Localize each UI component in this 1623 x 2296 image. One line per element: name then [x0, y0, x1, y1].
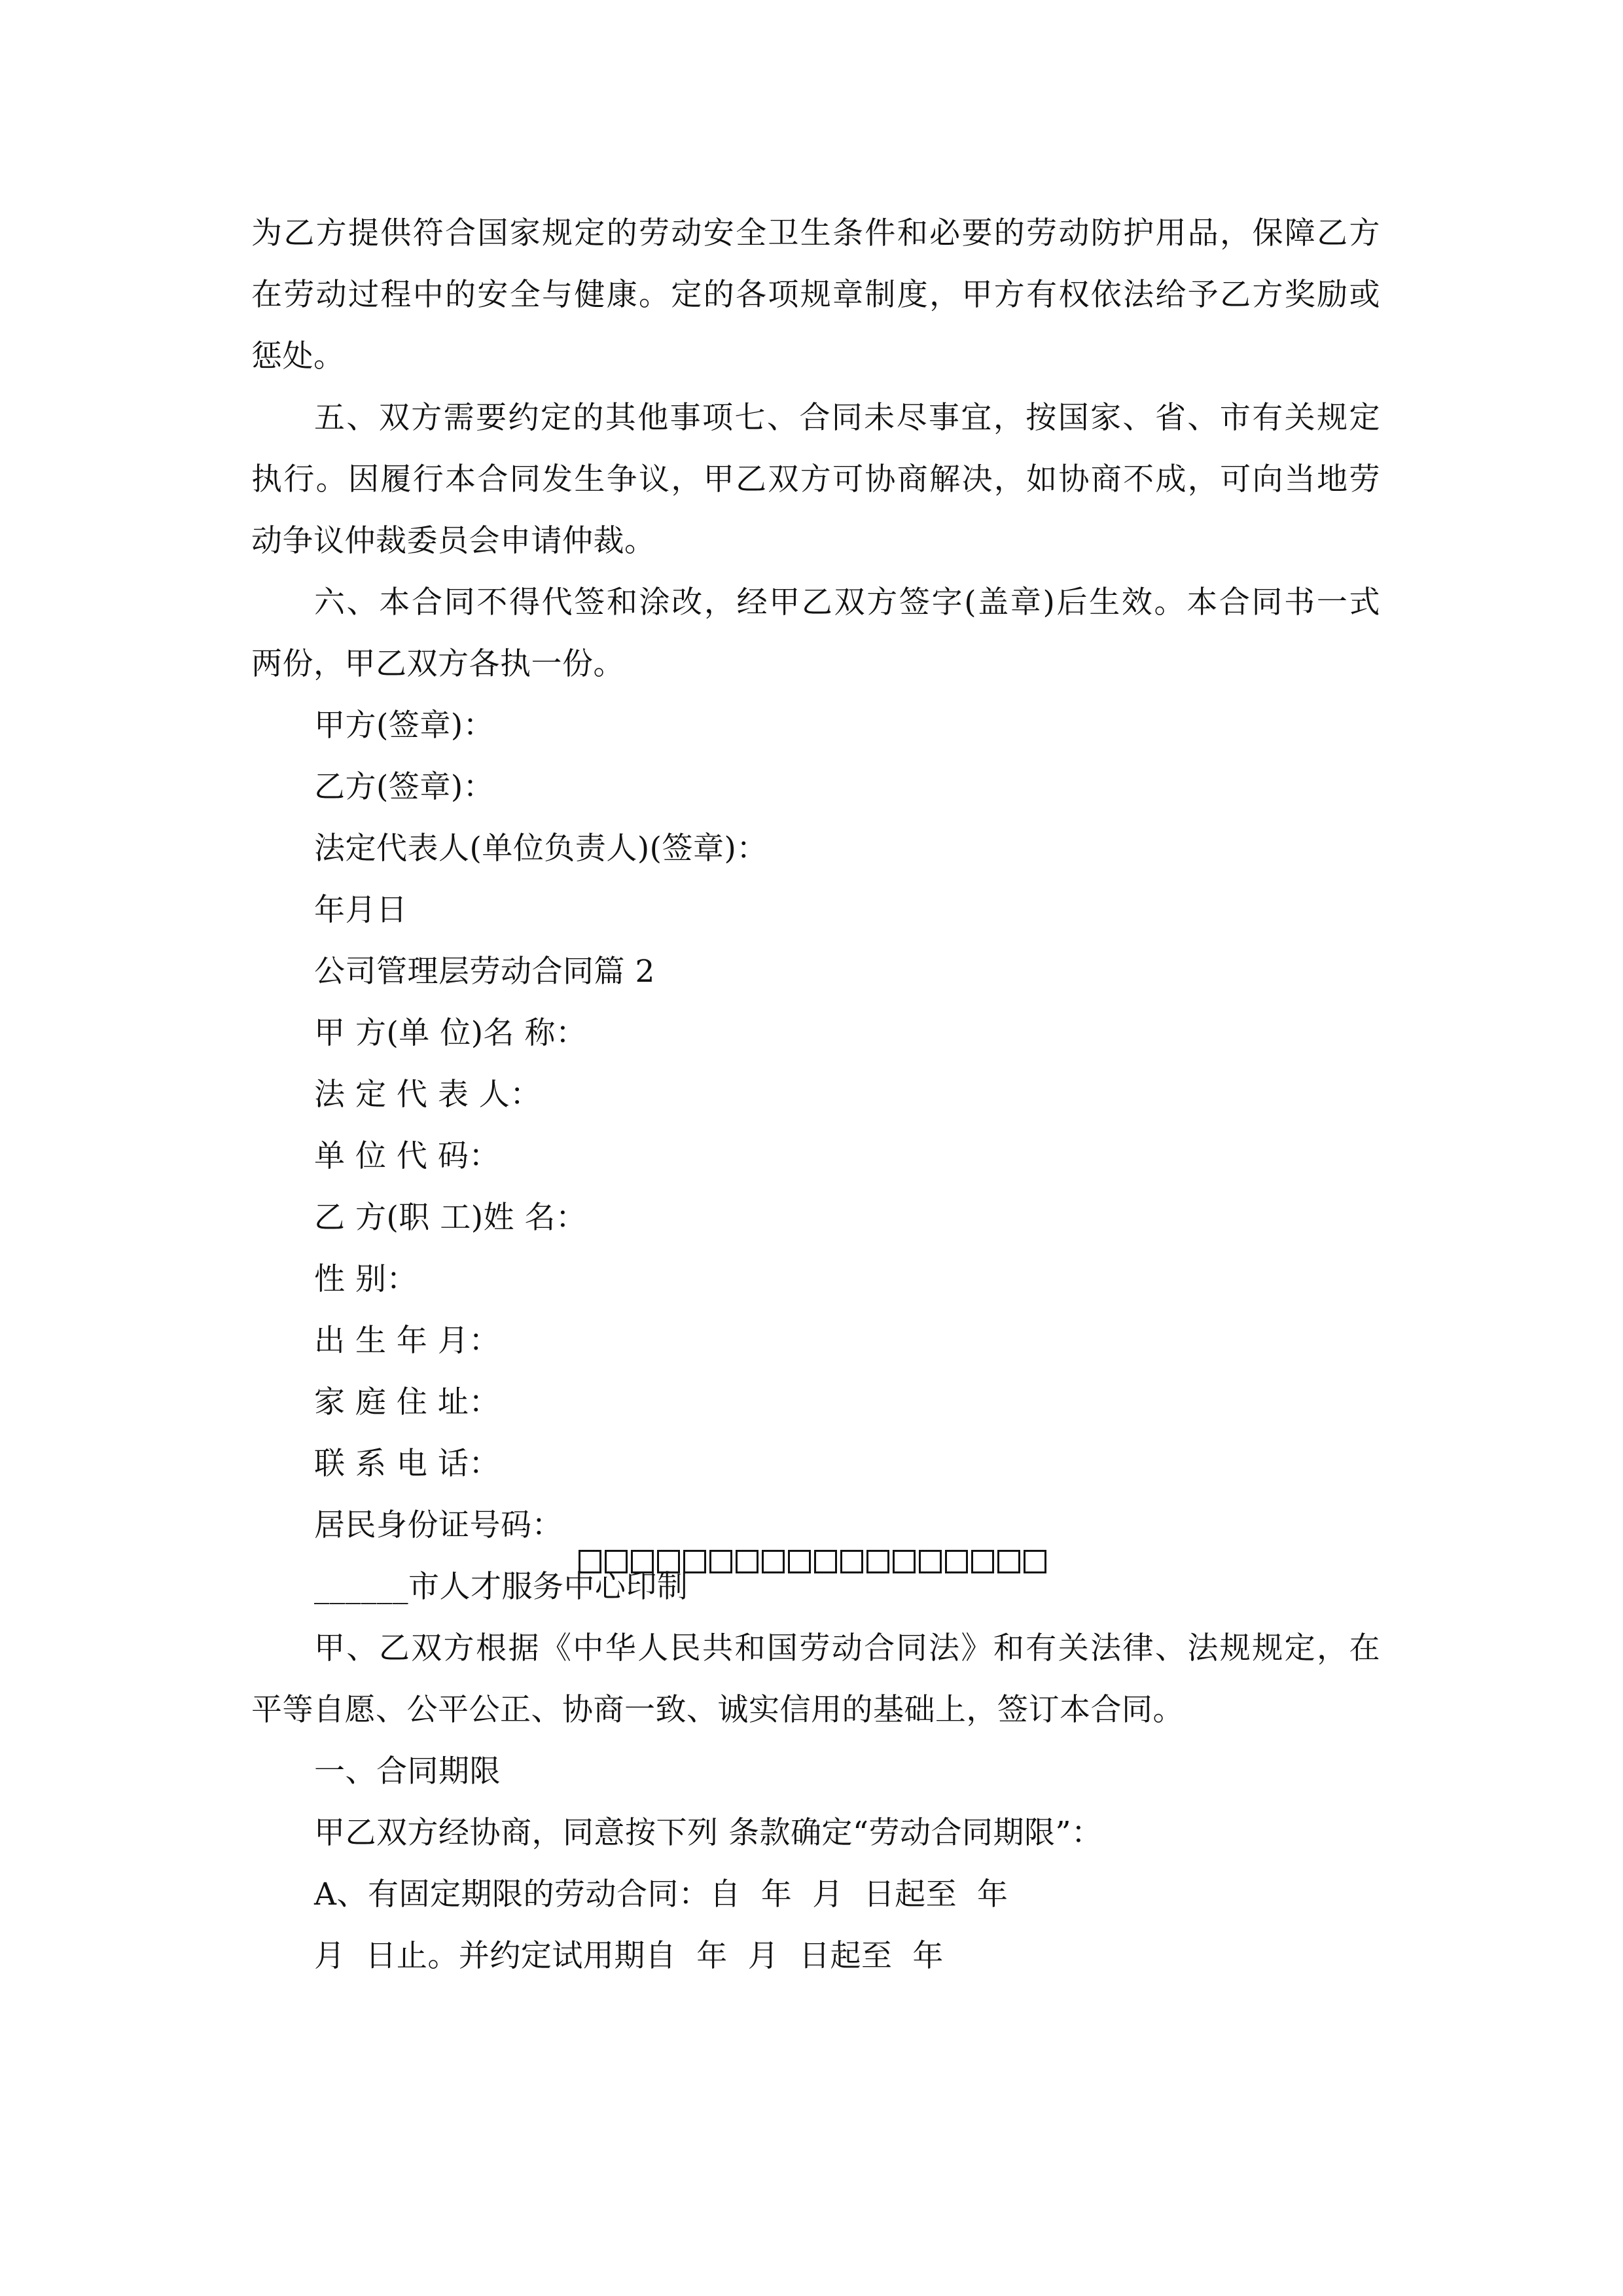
paragraph-line: 动争议仲裁委员会申请仲裁。: [251, 523, 656, 559]
field-address: 家 庭 住 址：: [314, 1384, 500, 1420]
field-party-b-name: 乙 方(职 工)姓 名：: [314, 1200, 587, 1236]
id-number-box: [893, 1550, 916, 1573]
paragraph-line: 为乙方提供符合国家规定的劳动安全卫生条件和必要的劳动防护用品，保障乙方: [251, 215, 1380, 251]
signature-legal-rep: 法定代表人(单位负责人)(签章)：: [314, 831, 768, 867]
paragraph-line: 惩处。: [251, 338, 345, 374]
id-number-box: [840, 1550, 863, 1573]
id-number-box: [762, 1550, 785, 1573]
id-number-box: [997, 1550, 1020, 1573]
id-number-box: [971, 1550, 994, 1573]
intro-line: 甲、乙双方根据《中华人民共和国劳动合同法》和有关法律、法规规定，在: [314, 1630, 1380, 1666]
signature-date: 年月日: [314, 892, 408, 928]
field-party-a-name: 甲 方(单 位)名 称：: [314, 1015, 587, 1051]
paragraph-line: 五、双方需要约定的其他事项七、合同未尽事宜，按国家、省、市有关规定: [314, 400, 1380, 436]
term-a-line: A、有固定期限的劳动合同：自 年 月 日起至 年: [314, 1876, 1008, 1912]
term-a-line: 月 日止。并约定试用期自 年 月 日起至 年: [314, 1938, 944, 1974]
paragraph-line: 在劳动过程中的安全与健康。定的各项规章制度，甲方有权依法给予乙方奖励或: [251, 277, 1380, 313]
paragraph-line: 执行。因履行本合同发生争议，甲乙双方可协商解决，如协商不成，可向当地劳: [251, 461, 1380, 497]
field-birth: 出 生 年 月：: [314, 1323, 500, 1359]
signature-party-a: 甲方(签章)：: [314, 708, 495, 744]
signature-party-b: 乙方(签章)：: [314, 769, 495, 805]
intro-line: 平等自愿、公平公正、协商一致、诚实信用的基础上，签订本合同。: [251, 1692, 1184, 1728]
field-unit-code: 单 位 代 码：: [314, 1138, 500, 1174]
id-number-box: [814, 1550, 837, 1573]
field-id-number: 居民身份证号码：: [314, 1507, 563, 1543]
id-number-box: [945, 1550, 968, 1573]
term-text: 甲乙双方经协商，同意按下列 条款确定“劳动合同期限”：: [314, 1815, 1103, 1851]
id-number-box: [866, 1550, 889, 1573]
printed-by: ______市人才服务中心印制: [314, 1569, 688, 1605]
id-number-box: [736, 1550, 758, 1573]
id-number-box: [919, 1550, 942, 1573]
field-legal-representative: 法 定 代 表 人：: [314, 1077, 541, 1113]
paragraph-line: 六、本合同不得代签和涂改，经甲乙双方签字(盖章)后生效。本合同书一式: [314, 584, 1380, 620]
field-phone: 联 系 电 话：: [314, 1446, 500, 1482]
field-gender: 性 别：: [314, 1261, 418, 1297]
id-number-box: [1024, 1550, 1046, 1573]
section-title: 公司管理层劳动合同篇 2: [314, 954, 655, 990]
paragraph-line: 两份，甲乙双方各执一份。: [251, 646, 624, 682]
section-heading-term: 一、合同期限: [314, 1753, 501, 1789]
id-number-box: [709, 1550, 732, 1573]
id-number-box: [788, 1550, 811, 1573]
